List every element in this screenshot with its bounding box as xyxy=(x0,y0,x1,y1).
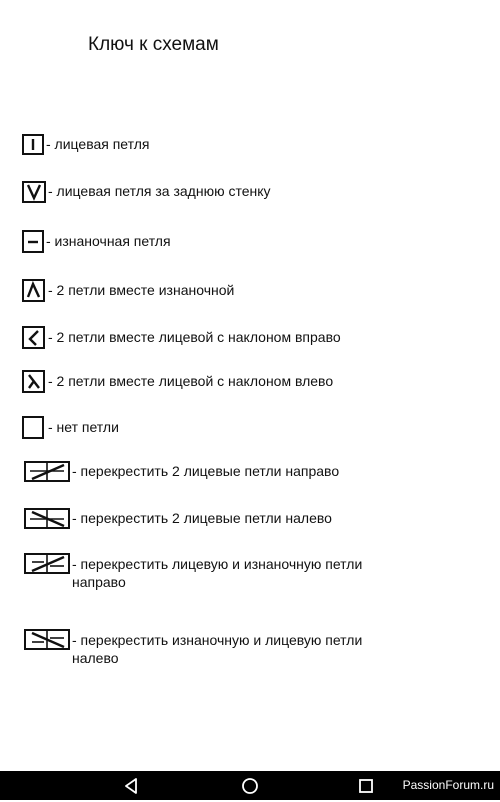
recents-square-icon[interactable] xyxy=(355,775,377,797)
android-navigation-bar xyxy=(0,771,500,800)
legend-item-purl xyxy=(22,230,171,254)
legend-item-knit-back-loop xyxy=(22,181,271,203)
legend-label: - 2 петли вместе лицевой с наклоном вправо xyxy=(48,329,341,345)
legend-label: - лицевая петля за заднюю стенку xyxy=(48,183,271,199)
legend-label: - изнаночная петля xyxy=(46,233,171,249)
legend-label: - перекрестить 2 лицевые петли налево xyxy=(72,510,332,526)
legend-item-two-together-knit-right xyxy=(22,326,341,350)
home-circle-icon[interactable] xyxy=(239,775,261,797)
legend-item-cross-two-knit-left xyxy=(24,507,332,531)
legend-label: - перекрестить изнаночную и лицевую петли налево xyxy=(72,632,363,666)
two-together-knit-left-symbol xyxy=(22,370,48,394)
legend-item-two-together-knit-left xyxy=(22,370,333,394)
legend-label: - лицевая петля xyxy=(46,136,150,152)
legend-label: - нет петли xyxy=(48,419,119,435)
legend-item-knit xyxy=(22,134,149,156)
two-together-knit-right-symbol xyxy=(22,326,48,350)
cross-knit-purl-right-symbol xyxy=(24,552,72,576)
legend-label: - 2 петли вместе изнаночной xyxy=(48,282,235,298)
cross-two-knit-right-symbol xyxy=(24,460,72,484)
legend-label: - перекрестить 2 лицевые петли направо xyxy=(72,463,340,479)
cross-two-knit-left-symbol xyxy=(24,507,72,531)
purl-stitch-symbol xyxy=(22,230,46,254)
legend-label: - 2 петли вместе лицевой с наклоном влево xyxy=(48,373,334,389)
legend-item-no-stitch xyxy=(22,416,119,440)
page-title: Ключ к схемам xyxy=(88,34,219,55)
knit-stitch-symbol xyxy=(22,134,46,156)
legend-item-two-together-purl xyxy=(22,279,234,303)
site-watermark: PassionForum.ru xyxy=(402,778,494,792)
back-triangle-icon[interactable] xyxy=(121,775,143,797)
legend-label: - перекрестить лицевую и изнаночную петли направо xyxy=(72,556,363,590)
no-stitch-symbol xyxy=(22,416,48,440)
two-together-purl-symbol xyxy=(22,279,48,303)
cross-purl-knit-left-symbol xyxy=(24,628,72,652)
legend-item-cross-knit-purl-right xyxy=(24,552,402,591)
knit-through-back-loop-symbol xyxy=(22,181,48,203)
legend-item-cross-two-knit-right xyxy=(24,460,339,484)
legend-item-cross-purl-knit-left xyxy=(24,628,402,667)
